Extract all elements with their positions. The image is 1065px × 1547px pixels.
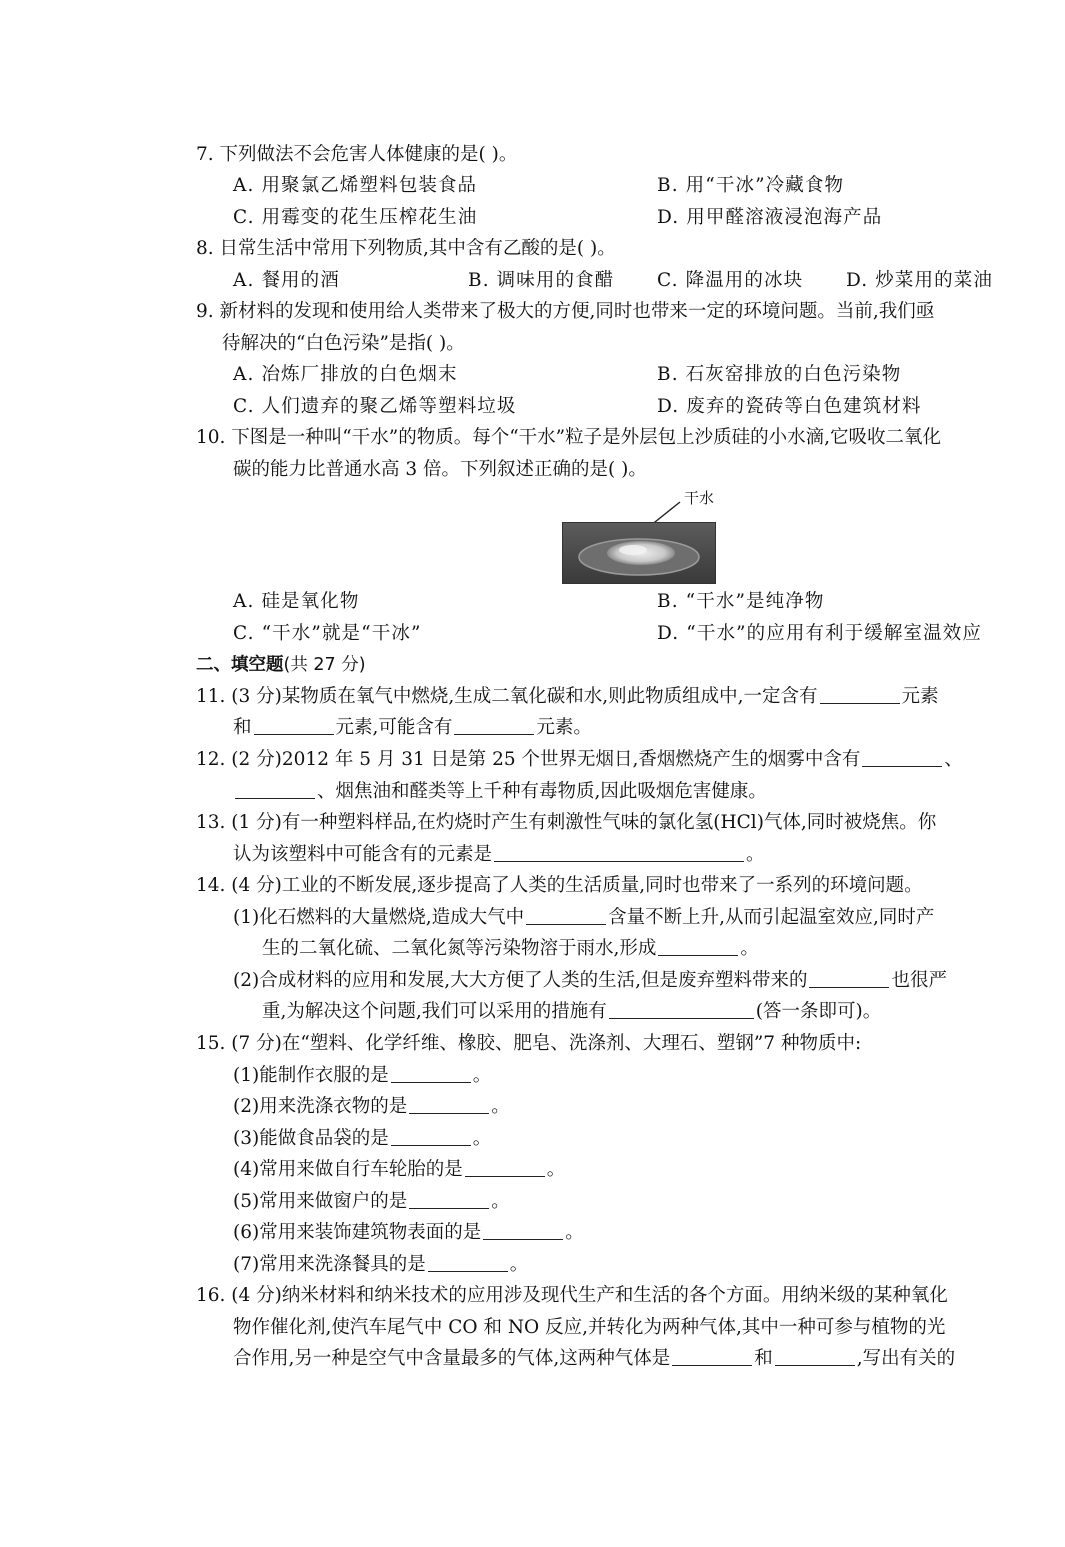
q9-row1 (0, 359, 1065, 390)
q15-blank-6[interactable] (483, 1219, 563, 1240)
q14-p2-text-2: 也很严 (891, 970, 947, 991)
q14-p1-line2 (262, 933, 759, 964)
q14-p2-text-1: (2)合成材料的应用和发展,大大方便了人类的生活,但是废弃塑料带来的 (233, 970, 808, 991)
q16-text-2: 物作催化剂,使汽车尾气中 CO 和 NO 反应,并转化为两种气体,其中一种可参与植物的光 (233, 1317, 946, 1338)
q15-item-3-end: 。 (472, 1128, 492, 1149)
q11-text-5: 元素。 (536, 717, 592, 738)
q7-option-c: C. 用霉变的花生压榨花生油 (233, 207, 478, 228)
q8-option-b: B. 调味用的食醋 (468, 270, 615, 291)
q12-line2-row (0, 776, 1065, 807)
q10-option-a: A. 硅是氧化物 (233, 591, 360, 612)
q13-text-1: 13. (1 分)有一种塑料样品,在灼烧时产生有刺激性气味的氯化氢(HCl)气体,同时被烧焦。你 (196, 812, 937, 833)
q15-item-5-end: 。 (491, 1191, 510, 1212)
q11-line1 (196, 681, 939, 712)
q11-text-3: 和 (233, 717, 252, 738)
q11-text-4: 元素,可能含有 (335, 717, 453, 738)
q9-option-b: B. 石灰窑排放的白色污染物 (657, 364, 902, 385)
q11-line2-row (0, 712, 1065, 743)
q15-blank-5[interactable] (409, 1188, 489, 1209)
q14 (0, 870, 1065, 901)
q13-text-2: 认为该塑料中可能含有的元素是 (233, 844, 493, 865)
q9-stem-2: 待解决的“白色污染”是指( )。 (222, 333, 465, 354)
q9-option-a: A. 冶炼厂排放的白色烟末 (233, 364, 458, 385)
q8-option-c: C. 降温用的冰块 (657, 270, 804, 291)
q7-option-d: D. 用甲醛溶液浸泡海产品 (657, 207, 883, 228)
q16-text-4: 和 (754, 1348, 773, 1369)
q16-text-1: 16. (4 分)纳米材料和纳米技术的应用涉及现代生产和生活的各个方面。用纳米级的某种氧化 (196, 1285, 948, 1306)
q10-row2 (0, 618, 1065, 649)
q15-blank-2[interactable] (409, 1093, 489, 1114)
q15-item-6 (233, 1217, 584, 1248)
figure-label: 干水 (684, 489, 715, 507)
q14-p1-text-3: 生的二氧化硫、二氧化氮等污染物溶于雨水,形成 (262, 938, 657, 959)
q15-item-5-text: (5)常用来做窗户的是 (233, 1191, 408, 1212)
q9-line2 (0, 328, 1065, 359)
q8-option-a: A. 餐用的酒 (233, 270, 340, 291)
q14-p2-text-3: 重,为解决这个问题,我们可以采用的措施有 (262, 1001, 607, 1022)
q15-blank-4[interactable] (465, 1156, 545, 1177)
q15-item-1-end: 。 (472, 1065, 492, 1086)
q10-row1 (0, 586, 1065, 617)
q14-p1-text-4: 。 (740, 938, 759, 959)
q15-item-7-row (0, 1249, 1065, 1280)
dry-water-dish-image (563, 523, 715, 583)
q14-blank-4[interactable] (609, 998, 754, 1019)
q7-option-b: B. 用“干冰”冷藏食物 (657, 175, 845, 196)
q15-item-3-row (0, 1123, 1065, 1154)
q14-p2-row1 (0, 965, 1065, 996)
q15-item-6-end: 。 (565, 1222, 584, 1243)
q11-blank-3[interactable] (454, 714, 534, 735)
q10-option-c: C. “干水”就是“干冰” (233, 623, 422, 644)
q7-stem: 7. 下列做法不会危害人体健康的是( )。 (196, 144, 518, 165)
q9-stem-1: 9. 新材料的发现和使用给人类带来了极大的方便,同时也带来一定的环境问题。当前,我们亟 (196, 301, 935, 322)
q14-p1-text-1: (1)化石燃料的大量燃烧,造成大气中 (233, 907, 525, 928)
q15-item-5-row (0, 1186, 1065, 1217)
q13-blank-1[interactable] (494, 841, 744, 862)
q10-stem-1: 10. 下图是一种叫“干水”的物质。每个“干水”粒子是外层包上沙质硅的小水滴,它吸收二氧化 (196, 427, 942, 448)
q12 (0, 744, 1065, 775)
q11-blank-1[interactable] (820, 683, 900, 704)
q15-stem: 15. (7 分)在“塑料、化学纤维、橡胶、肥皂、洗涤剂、大理石、塑钢”7 种物质中: (196, 1033, 862, 1054)
q15-item-1-row (0, 1060, 1065, 1091)
section-2-title: 二、填空题 (196, 655, 284, 675)
q8-options (0, 265, 1065, 296)
q15-item-3 (233, 1123, 491, 1154)
q10 (0, 422, 1065, 453)
q14-stem: 14. (4 分)工业的不断发展,逐步提高了人类的生活质量,同时也带来了一系列的环境问题。 (196, 875, 923, 896)
q14-p1-row2 (0, 933, 1065, 964)
q16-line3 (233, 1343, 955, 1374)
q15-item-4-text: (4)常用来做自行车轮胎的是 (233, 1159, 463, 1180)
q11-text-1: 11. (3 分)某物质在氧气中燃烧,生成二氧化碳和水,则此物质组成中,一定含有 (196, 686, 818, 707)
q8-stem: 8. 日常生活中常用下列物质,其中含有乙酸的是( )。 (196, 238, 616, 259)
q15-item-3-text: (3)能做食品袋的是 (233, 1128, 389, 1149)
q15-item-1-text: (1)能制作衣服的是 (233, 1065, 389, 1086)
q10-option-d: D. “干水”的应用有利于缓解室温效应 (657, 623, 982, 644)
q16-line3-row (0, 1343, 1065, 1374)
q10-option-b: B. “干水”是纯净物 (657, 591, 825, 612)
q15-item-7-text: (7)常用来洗涤餐具的是 (233, 1254, 426, 1275)
q9-option-c: C. 人们遗弃的聚乙烯等塑料垃圾 (233, 396, 517, 417)
q14-p2-text-4: (答一条即可)。 (755, 1001, 882, 1022)
q15-item-6-text: (6)常用来装饰建筑物表面的是 (233, 1222, 482, 1243)
q15-item-4-end: 。 (546, 1159, 566, 1180)
q16-line2-row (0, 1312, 1065, 1343)
q14-p1-row1 (0, 902, 1065, 933)
q15-blank-3[interactable] (391, 1125, 471, 1146)
q9 (0, 296, 1065, 327)
q11 (0, 681, 1065, 712)
q11-line2 (233, 712, 592, 743)
q13 (0, 807, 1065, 838)
q15-item-6-row (0, 1217, 1065, 1248)
q11-text-2: 元素 (901, 686, 939, 707)
q8 (0, 233, 1065, 264)
q15-item-1 (233, 1060, 491, 1091)
q12-text-3: 、烟焦油和醛类等上千种有毒物质,因此吸烟危害健康。 (317, 781, 767, 802)
q14-p1-line1 (233, 902, 934, 933)
q13-text-3: 。 (746, 844, 765, 865)
section-2-heading-text (196, 649, 366, 681)
q14-blank-3[interactable] (809, 967, 889, 988)
q12-blank-2[interactable] (235, 778, 315, 799)
section-2-score: (共 27 分) (283, 655, 366, 675)
q15 (0, 1028, 1065, 1059)
q8-option-d: D. 炒菜用的菜油 (846, 270, 993, 291)
dry-water-photo (562, 522, 716, 584)
q7-row2 (0, 202, 1065, 233)
q14-blank-1[interactable] (526, 904, 606, 925)
section-2-heading (0, 649, 1065, 680)
q14-p1-text-2: 含量不断上升,从而引起温室效应,同时产 (608, 907, 935, 928)
q15-blank-7[interactable] (428, 1251, 508, 1272)
q13-line2-row (0, 839, 1065, 870)
q7 (0, 139, 1065, 170)
q16-text-5: ,写出有关的 (856, 1348, 956, 1369)
q14-blank-2[interactable] (658, 935, 738, 956)
q13-line2 (233, 839, 765, 870)
q15-item-7 (233, 1249, 528, 1280)
q12-text-1: 12. (2 分)2012 年 5 月 31 日是第 25 个世界无烟日,香烟燃烧产生的烟雾中含有 (196, 749, 861, 770)
q16-blank-1[interactable] (672, 1345, 752, 1366)
q15-item-2-row (0, 1091, 1065, 1122)
q9-option-d: D. 废弃的瓷砖等白色建筑材料 (657, 396, 922, 417)
q9-row2 (0, 391, 1065, 422)
q11-blank-2[interactable] (254, 714, 334, 735)
q16-blank-2[interactable] (775, 1345, 855, 1366)
q15-item-2-text: (2)用来洗涤衣物的是 (233, 1096, 408, 1117)
q7-row1 (0, 170, 1065, 201)
q14-p2-line2 (262, 996, 881, 1027)
q12-blank-1[interactable] (862, 746, 942, 767)
q15-item-4 (233, 1154, 565, 1185)
q15-blank-1[interactable] (391, 1062, 471, 1083)
q16 (0, 1280, 1065, 1311)
q12-line2 (233, 776, 767, 807)
q15-item-7-end: 。 (509, 1254, 529, 1275)
q15-item-5 (233, 1186, 510, 1217)
q15-item-2-end: 。 (491, 1096, 510, 1117)
q14-p2-row2 (0, 996, 1065, 1027)
q14-p2-line1 (233, 965, 947, 996)
q12-line1 (196, 744, 963, 775)
q15-item-2 (233, 1091, 510, 1122)
q12-text-2: 、 (944, 749, 963, 770)
q10-line2 (0, 454, 1065, 485)
q15-item-4-row (0, 1154, 1065, 1185)
q16-text-3: 合作用,另一种是空气中含量最多的气体,这两种气体是 (233, 1348, 671, 1369)
q7-option-a: A. 用聚氯乙烯塑料包装食品 (233, 175, 478, 196)
q10-stem-2: 碳的能力比普通水高 3 倍。下列叙述正确的是( )。 (233, 459, 647, 480)
